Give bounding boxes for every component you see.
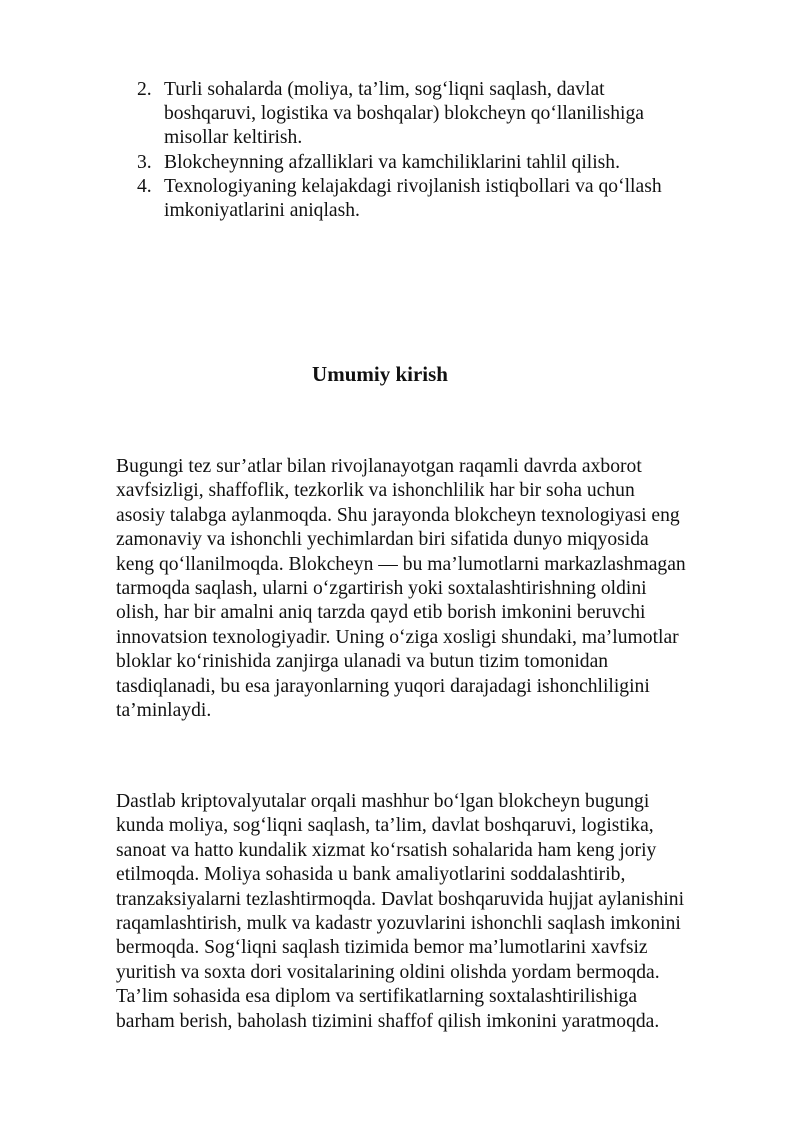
paragraph-line: tranzaksiyalarni tezlashtirmoqda. Davlat boshqaruvida hujjat aylanishini [116, 888, 685, 910]
list-item [137, 175, 737, 223]
paragraph-line: etilmoqda. Moliya sohasida u bank amaliyotlarini soddalashtirib, [116, 864, 626, 886]
paragraph-line: zamonaviy va ishonchli yechimlardan biri sifatida dunyo miqyosida [116, 529, 649, 551]
paragraph-line: xavfsizligi, shaffoflik, tezkorlik va ishonchlilik har bir soha uchun [116, 480, 635, 502]
paragraph-line: keng qo‘llanilmoqda. Blokcheyn — bu ma’lumotlarni markazlashmagan [116, 553, 686, 575]
intro-paragraph-2 [116, 790, 746, 1034]
paragraph-line: bloklar ko‘rinishida zanjirga ulanadi va butun tizim tomonidan [116, 651, 609, 673]
list-item-text: Texnologiyaning kelajakdagi rivojlanish istiqbollari va qo‘llash [164, 175, 662, 197]
paragraph-line: bermoqda. Sog‘liqni saqlash tizimida bemor ma’lumotlarini xavfsiz [116, 937, 648, 959]
list-item [137, 78, 737, 151]
list-item-text: imkoniyatlarini aniqlash. [164, 200, 360, 222]
list-item-text: boshqaruvi, logistika va boshqalar) blokcheyn qo‘llanilishiga [164, 103, 644, 125]
paragraph-line: olish, har bir amalni aniq tarzda qayd etib borish imkonini beruvchi [116, 602, 646, 624]
paragraph-line: tarmoqda saqlash, ularni o‘zgartirish yoki soxtalashtirishning oldini [116, 578, 647, 600]
paragraph-line: raqamlashtirish, mulk va kadastr yozuvlarini ishonchli saqlash imkonini [116, 913, 681, 935]
list-item-number: 2. [137, 79, 152, 100]
paragraph-line: kunda moliya, sog‘liqni saqlash, ta’lim, davlat boshqaruvi, logistika, [116, 815, 654, 837]
objectives-list [137, 78, 737, 223]
list-item [137, 151, 737, 175]
paragraph-line: ta’minlaydi. [116, 700, 212, 722]
paragraph-line: Bugungi tez sur’atlar bilan rivojlanayotgan raqamli davrda axborot [116, 456, 642, 477]
list-item-number: 4. [137, 175, 152, 197]
list-item-text: Turli sohalarda (moliya, ta’lim, sog‘liqni saqlash, davlat [164, 79, 605, 100]
paragraph-line: barham berish, baholash tizimini shaffof qilish imkonini yaratmoqda. [116, 1010, 660, 1032]
paragraph-line: tasdiqlanadi, bu esa jarayonlarning yuqori darajadagi ishonchliligini [116, 675, 650, 697]
list-item-text: Blokcheynning afzalliklari va kamchiliklarini tahlil qilish. [164, 151, 620, 173]
paragraph-line: yuritish va soxta dori vositalarining oldini olishda yordam bermoqda. [116, 961, 660, 983]
paragraph-line: Ta’lim sohasida esa diplom va sertifikatlarning soxtalashtirilishiga [116, 986, 638, 1008]
paragraph-line: asosiy talabga aylanmoqda. Shu jarayonda blokcheyn texnologiyasi eng [116, 504, 680, 526]
list-item-text: misollar keltirish. [164, 127, 303, 149]
list-item-number: 3. [137, 151, 152, 173]
section-heading: Umumiy kirish [312, 362, 448, 386]
paragraph-line: Dastlab kriptovalyutalar orqali mashhur bo‘lgan blokcheyn bugungi [116, 791, 650, 812]
paragraph-line: innovatsion texnologiyadir. Uning o‘ziga xosligi shundaki, ma’lumotlar [116, 626, 679, 648]
intro-paragraph-1 [116, 455, 746, 723]
paragraph-line: sanoat va hatto kundalik xizmat ko‘rsatish sohalarida ham keng joriy [116, 839, 657, 861]
